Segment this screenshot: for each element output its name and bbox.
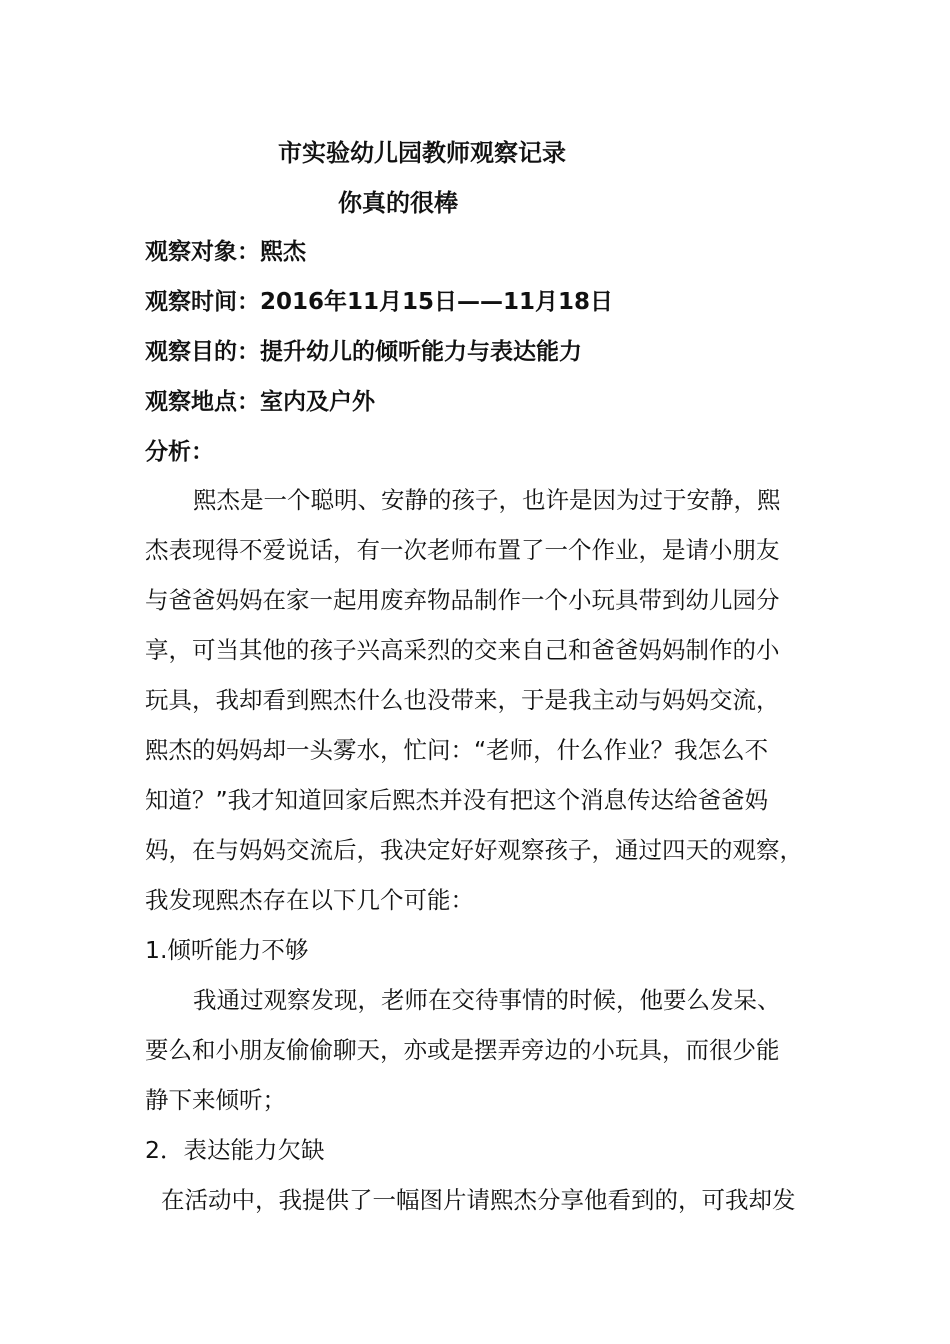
observation-location: 观察地点：室内及户外 — [145, 389, 375, 415]
analysis-line: 熙杰是一个聪明、安静的孩子，也许是因为过于安静，熙 — [193, 486, 781, 514]
analysis-line: 与爸爸妈妈在家一起用废弃物品制作一个小玩具带到幼儿园分 — [145, 586, 780, 614]
section-line: 我通过观察发现，老师在交待事情的时候，他要么发呆、 — [193, 986, 781, 1014]
section-line: 静下来倾听； — [145, 1086, 286, 1114]
analysis-heading: 分析： — [145, 439, 214, 465]
analysis-line: 享，可当其他的孩子兴高采烈的交来自己和爸爸妈妈制作的小 — [145, 636, 780, 664]
section-line: 在活动中，我提供了一幅图片请熙杰分享他看到的，可我却发 — [161, 1186, 796, 1214]
section-heading-expression: 2．表达能力欠缺 — [145, 1136, 325, 1164]
document-subtitle: 你真的很棒 — [338, 189, 458, 217]
section-heading-listening: 1.倾听能力不够 — [145, 936, 309, 964]
section-line: 要么和小朋友偷偷聊天，亦或是摆弄旁边的小玩具，而很少能 — [145, 1036, 780, 1064]
document-title: 市实验幼儿园教师观察记录 — [278, 139, 566, 167]
analysis-line: 妈，在与妈妈交流后，我决定好好观察孩子，通过四天的观察， — [145, 836, 803, 864]
observation-time: 观察时间：2016年11月15日——11月18日 — [145, 289, 614, 315]
analysis-line: 知道？”我才知道回家后熙杰并没有把这个消息传达给爸爸妈 — [145, 786, 769, 814]
analysis-line: 杰表现得不爱说话，有一次老师布置了一个作业，是请小朋友 — [145, 536, 780, 564]
observation-subject: 观察对象：熙杰 — [145, 239, 306, 265]
analysis-line: 熙杰的妈妈却一头雾水，忙问：“老师，什么作业？我怎么不 — [145, 736, 769, 764]
analysis-line: 玩具，我却看到熙杰什么也没带来，于是我主动与妈妈交流， — [145, 686, 780, 714]
analysis-line: 我发现熙杰存在以下几个可能： — [145, 886, 474, 914]
observation-purpose: 观察目的：提升幼儿的倾听能力与表达能力 — [145, 339, 582, 365]
